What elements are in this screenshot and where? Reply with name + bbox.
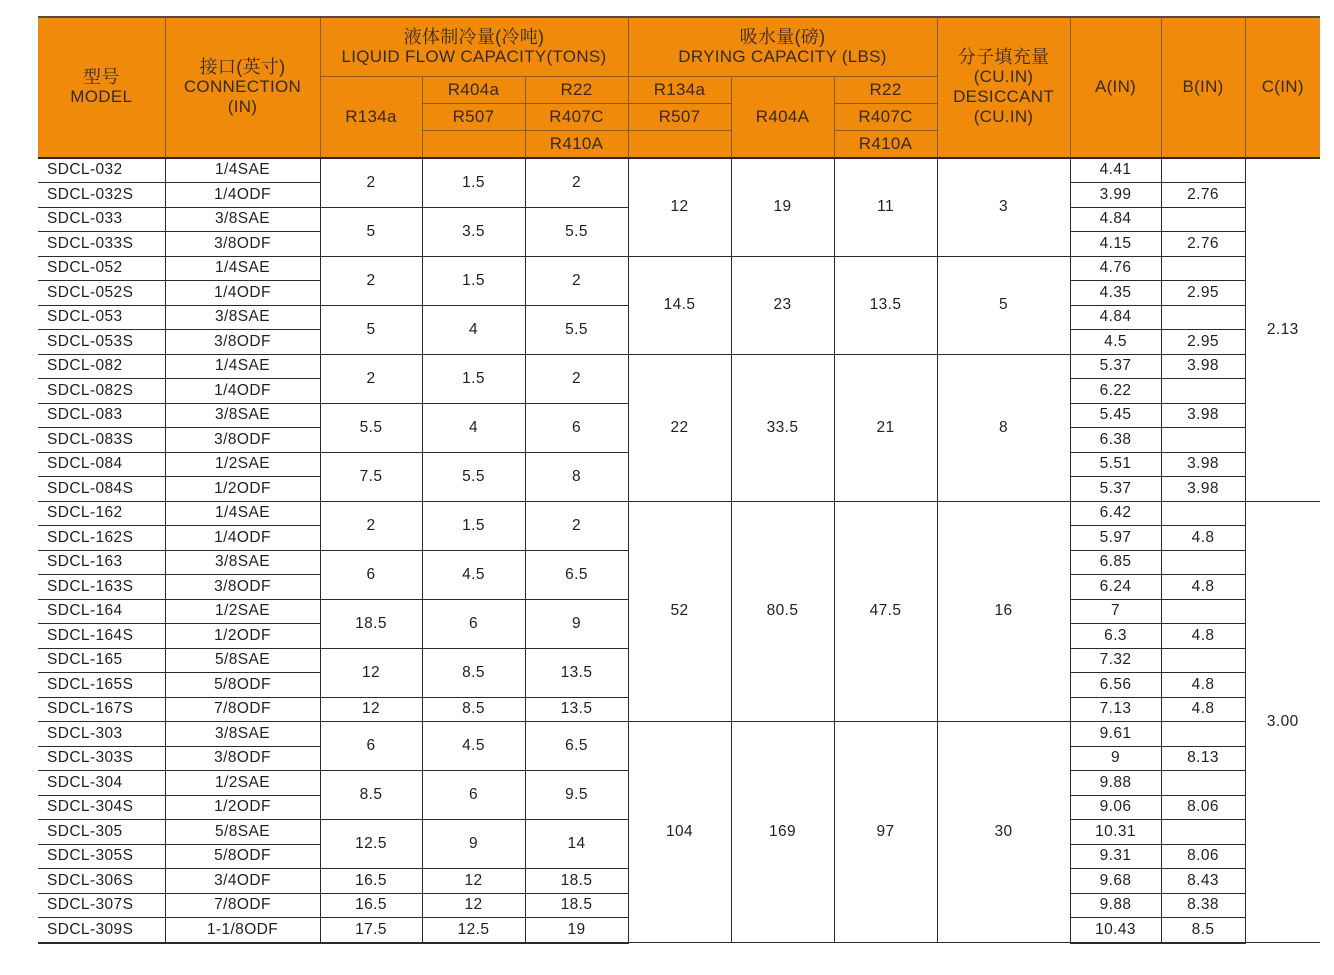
dim-b-cell [1161,379,1245,404]
dim-b-cell: 4.8 [1161,575,1245,600]
dim-a-cell: 5.97 [1070,526,1161,551]
model-cell: SDCL-164 [38,599,165,624]
table-row [38,256,1320,281]
dim-a-cell: 4.35 [1070,281,1161,306]
dim-b-cell [1161,207,1245,232]
model-cell: SDCL-304 [38,771,165,796]
dim-a-cell: 7.13 [1070,697,1161,722]
liquid-r404a-cell: 1.5 [422,501,525,550]
liquid-r404a-cell: 4 [422,403,525,452]
table-row [38,501,1320,526]
dim-a-cell: 9.68 [1070,869,1161,894]
header-drying-cn: 吸水量(磅) [739,27,826,47]
liquid-r134a-cell: 7.5 [320,452,422,501]
model-cell: SDCL-082 [38,354,165,379]
connection-cell: 7/8ODF [165,893,320,918]
connection-cell: 1/4ODF [165,379,320,404]
connection-cell: 5/8ODF [165,844,320,869]
connection-cell: 1/4SAE [165,158,320,183]
dim-a-cell: 5.45 [1070,403,1161,428]
drying-r22-cell: 47.5 [834,501,937,722]
table-body [38,158,1320,943]
dim-b-cell: 8.43 [1161,869,1245,894]
connection-cell: 1/4ODF [165,526,320,551]
liquid-r404a-cell: 12 [422,869,525,894]
drying-r22-cell: 11 [834,158,937,257]
model-cell: SDCL-162S [38,526,165,551]
header-desiccant [937,17,1070,158]
drying-r22-cell: 21 [834,354,937,501]
liquid-r404a-cell: 1.5 [422,158,525,208]
liquid-r134a-cell: 12 [320,648,422,697]
dim-a-cell: 4.84 [1070,207,1161,232]
header-drying-r134a: R134a [628,77,731,104]
model-cell: SDCL-165 [38,648,165,673]
connection-cell: 1/4ODF [165,281,320,306]
connection-cell: 1/4SAE [165,501,320,526]
dim-a-cell: 3.99 [1070,183,1161,208]
dim-a-cell: 6.22 [1070,379,1161,404]
drying-r134a-cell: 22 [628,354,731,501]
liquid-r22-cell: 2 [525,354,628,403]
model-cell: SDCL-033 [38,207,165,232]
liquid-r134a-cell: 2 [320,501,422,550]
dim-b-cell: 3.98 [1161,452,1245,477]
dim-b-cell [1161,428,1245,453]
dim-b-cell: 2.76 [1161,232,1245,257]
connection-cell: 3/4ODF [165,869,320,894]
liquid-r22-cell: 18.5 [525,869,628,894]
model-cell: SDCL-082S [38,379,165,404]
liquid-r134a-cell: 16.5 [320,893,422,918]
liquid-r22-cell: 14 [525,820,628,869]
header-drying-r407c: R407C [834,104,937,131]
dim-a-cell: 4.5 [1070,330,1161,355]
connection-cell: 3/8ODF [165,232,320,257]
header-desiccant-unit2: (CU.IN) [973,107,1034,127]
model-cell: SDCL-052 [38,256,165,281]
dim-a-cell: 6.38 [1070,428,1161,453]
dim-c-cell: 3.00 [1245,501,1320,943]
header-drying-en: DRYING CAPACITY (LBS) [678,47,887,66]
liquid-r22-cell: 19 [525,918,628,943]
liquid-r404a-cell: 5.5 [422,452,525,501]
header-liquid-blank [422,131,525,158]
connection-cell: 1/2SAE [165,599,320,624]
header-drying [628,17,937,77]
connection-cell: 3/8ODF [165,330,320,355]
dim-b-cell: 3.98 [1161,403,1245,428]
dim-b-cell: 4.8 [1161,697,1245,722]
connection-cell: 1/4SAE [165,354,320,379]
drying-r404a-cell: 80.5 [731,501,834,722]
model-cell: SDCL-052S [38,281,165,306]
dim-b-cell [1161,305,1245,330]
dim-a-cell: 10.43 [1070,918,1161,943]
liquid-r404a-cell: 4.5 [422,722,525,771]
model-cell: SDCL-033S [38,232,165,257]
liquid-r134a-cell: 18.5 [320,599,422,648]
liquid-r22-cell: 2 [525,158,628,208]
dim-c-cell: 2.13 [1245,158,1320,502]
liquid-r404a-cell: 8.5 [422,648,525,697]
header-drying-r507: R507 [628,104,731,131]
dim-a-cell: 6.56 [1070,673,1161,698]
model-cell: SDCL-165S [38,673,165,698]
dim-b-cell [1161,648,1245,673]
header-liquid-r22: R22 [525,77,628,104]
dim-a-cell: 9 [1070,746,1161,771]
liquid-r134a-cell: 6 [320,550,422,599]
connection-cell: 3/8SAE [165,550,320,575]
liquid-r134a-cell: 5.5 [320,403,422,452]
header-a: A(IN) [1070,17,1161,158]
header-drying-r410a: R410A [834,131,937,158]
liquid-r134a-cell: 2 [320,256,422,305]
desiccant-cell: 30 [937,722,1070,943]
header-liquid-r507: R507 [422,104,525,131]
liquid-r22-cell: 6.5 [525,550,628,599]
header-liquid-r134a: R134a [320,77,422,158]
header-connection-en: CONNECTION [183,77,302,97]
model-cell: SDCL-306S [38,869,165,894]
dim-a-cell: 4.76 [1070,256,1161,281]
connection-cell: 3/8SAE [165,403,320,428]
connection-cell: 1/4ODF [165,183,320,208]
header-model [38,17,165,158]
header-desiccant-cn: 分子填充量 [957,47,1050,68]
header-connection-cn: 接口(英寸) [199,57,286,78]
connection-cell: 7/8ODF [165,697,320,722]
dim-b-cell [1161,158,1245,183]
header-liquid-r407c: R407C [525,104,628,131]
header-liquid-flow-cn: 液体制冷量(冷吨) [403,27,545,47]
model-cell: SDCL-167S [38,697,165,722]
liquid-r22-cell: 9.5 [525,771,628,820]
liquid-r22-cell: 9 [525,599,628,648]
dim-b-cell [1161,722,1245,747]
connection-cell: 3/8ODF [165,746,320,771]
connection-cell: 5/8SAE [165,648,320,673]
dim-b-cell: 8.38 [1161,893,1245,918]
dim-a-cell: 10.31 [1070,820,1161,845]
model-cell: SDCL-084S [38,477,165,502]
dim-a-cell: 5.37 [1070,477,1161,502]
drying-r134a-cell: 14.5 [628,256,731,354]
liquid-r404a-cell: 4.5 [422,550,525,599]
dim-a-cell: 4.41 [1070,158,1161,183]
dim-b-cell: 4.8 [1161,673,1245,698]
dim-a-cell: 9.06 [1070,795,1161,820]
liquid-r134a-cell: 5 [320,305,422,354]
header-drying-r404a: R404A [731,77,834,158]
desiccant-cell: 5 [937,256,1070,354]
header-liquid-r410a: R410A [525,131,628,158]
connection-cell: 1/2ODF [165,795,320,820]
connection-cell: 5/8SAE [165,820,320,845]
table-row [38,158,1320,183]
liquid-r22-cell: 8 [525,452,628,501]
header-c: C(IN) [1245,17,1320,158]
dim-a-cell: 9.31 [1070,844,1161,869]
dim-b-cell: 4.8 [1161,526,1245,551]
liquid-r134a-cell: 8.5 [320,771,422,820]
table-row [38,354,1320,379]
drying-r134a-cell: 104 [628,722,731,943]
connection-cell: 3/8ODF [165,575,320,600]
model-cell: SDCL-163S [38,575,165,600]
spec-table [38,16,1320,944]
dim-a-cell: 4.84 [1070,305,1161,330]
connection-cell: 1/2ODF [165,624,320,649]
dim-a-cell: 6.24 [1070,575,1161,600]
model-cell: SDCL-053S [38,330,165,355]
dim-a-cell: 5.51 [1070,452,1161,477]
dim-b-cell [1161,256,1245,281]
drying-r404a-cell: 169 [731,722,834,943]
liquid-r22-cell: 2 [525,256,628,305]
dim-b-cell: 8.06 [1161,844,1245,869]
header-connection [165,17,320,158]
desiccant-cell: 8 [937,354,1070,501]
model-cell: SDCL-083S [38,428,165,453]
dim-a-cell: 7 [1070,599,1161,624]
model-cell: SDCL-307S [38,893,165,918]
table-row [38,722,1320,747]
dim-b-cell: 3.98 [1161,477,1245,502]
connection-cell: 1/2SAE [165,771,320,796]
dim-b-cell: 2.95 [1161,281,1245,306]
dim-b-cell: 3.98 [1161,354,1245,379]
drying-r404a-cell: 33.5 [731,354,834,501]
connection-cell: 5/8ODF [165,673,320,698]
liquid-r22-cell: 13.5 [525,648,628,697]
dim-b-cell: 2.76 [1161,183,1245,208]
liquid-r404a-cell: 12.5 [422,918,525,943]
connection-cell: 3/8ODF [165,428,320,453]
model-cell: SDCL-309S [38,918,165,943]
connection-cell: 1-1/8ODF [165,918,320,943]
connection-cell: 3/8SAE [165,722,320,747]
desiccant-cell: 3 [937,158,1070,257]
liquid-r22-cell: 6.5 [525,722,628,771]
model-cell: SDCL-304S [38,795,165,820]
drying-r404a-cell: 19 [731,158,834,257]
dim-a-cell: 7.32 [1070,648,1161,673]
liquid-r404a-cell: 6 [422,771,525,820]
drying-r404a-cell: 23 [731,256,834,354]
liquid-r134a-cell: 5 [320,207,422,256]
model-cell: SDCL-032S [38,183,165,208]
desiccant-cell: 16 [937,501,1070,722]
dim-a-cell: 4.15 [1070,232,1161,257]
model-cell: SDCL-303 [38,722,165,747]
header-model-en: MODEL [70,87,133,107]
header-desiccant-unit1: (CU.IN) [973,67,1034,87]
connection-cell: 1/4SAE [165,256,320,281]
model-cell: SDCL-305 [38,820,165,845]
header-connection-unit: (IN) [227,97,258,117]
liquid-r22-cell: 13.5 [525,697,628,722]
liquid-r22-cell: 5.5 [525,207,628,256]
dim-a-cell: 9.61 [1070,722,1161,747]
model-cell: SDCL-305S [38,844,165,869]
liquid-r404a-cell: 3.5 [422,207,525,256]
header-liquid-flow [320,17,628,77]
model-cell: SDCL-084 [38,452,165,477]
liquid-r22-cell: 5.5 [525,305,628,354]
liquid-r22-cell: 18.5 [525,893,628,918]
dim-a-cell: 6.42 [1070,501,1161,526]
dim-b-cell: 8.5 [1161,918,1245,943]
header-liquid-flow-en: LIQUID FLOW CAPACITY(TONS) [341,47,607,66]
liquid-r134a-cell: 2 [320,354,422,403]
dim-b-cell: 8.06 [1161,795,1245,820]
dim-b-cell [1161,501,1245,526]
header-model-cn: 型号 [82,67,120,88]
drying-r134a-cell: 52 [628,501,731,722]
dim-a-cell: 6.3 [1070,624,1161,649]
header-drying-blank [628,131,731,158]
liquid-r404a-cell: 12 [422,893,525,918]
dim-b-cell [1161,599,1245,624]
header-desiccant-en: DESICCANT [953,87,1055,107]
connection-cell: 1/2SAE [165,452,320,477]
dim-b-cell [1161,771,1245,796]
liquid-r134a-cell: 6 [320,722,422,771]
dim-b-cell: 8.13 [1161,746,1245,771]
liquid-r404a-cell: 9 [422,820,525,869]
model-cell: SDCL-083 [38,403,165,428]
model-cell: SDCL-032 [38,158,165,183]
liquid-r404a-cell: 4 [422,305,525,354]
connection-cell: 3/8SAE [165,207,320,232]
liquid-r404a-cell: 8.5 [422,697,525,722]
liquid-r404a-cell: 1.5 [422,256,525,305]
table-header [38,17,1320,158]
liquid-r22-cell: 2 [525,501,628,550]
liquid-r134a-cell: 16.5 [320,869,422,894]
dim-b-cell [1161,820,1245,845]
dim-a-cell: 9.88 [1070,893,1161,918]
connection-cell: 1/2ODF [165,477,320,502]
dim-b-cell: 2.95 [1161,330,1245,355]
liquid-r134a-cell: 17.5 [320,918,422,943]
liquid-r404a-cell: 1.5 [422,354,525,403]
header-liquid-r404a: R404a [422,77,525,104]
model-cell: SDCL-303S [38,746,165,771]
dim-b-cell [1161,550,1245,575]
liquid-r134a-cell: 2 [320,158,422,208]
drying-r22-cell: 97 [834,722,937,943]
dim-a-cell: 6.85 [1070,550,1161,575]
dim-a-cell: 5.37 [1070,354,1161,379]
drying-r22-cell: 13.5 [834,256,937,354]
liquid-r134a-cell: 12.5 [320,820,422,869]
dim-b-cell: 4.8 [1161,624,1245,649]
model-cell: SDCL-053 [38,305,165,330]
liquid-r404a-cell: 6 [422,599,525,648]
connection-cell: 3/8SAE [165,305,320,330]
header-drying-r22: R22 [834,77,937,104]
liquid-r134a-cell: 12 [320,697,422,722]
liquid-r22-cell: 6 [525,403,628,452]
model-cell: SDCL-164S [38,624,165,649]
model-cell: SDCL-163 [38,550,165,575]
dim-a-cell: 9.88 [1070,771,1161,796]
drying-r134a-cell: 12 [628,158,731,257]
header-b: B(IN) [1161,17,1245,158]
model-cell: SDCL-162 [38,501,165,526]
